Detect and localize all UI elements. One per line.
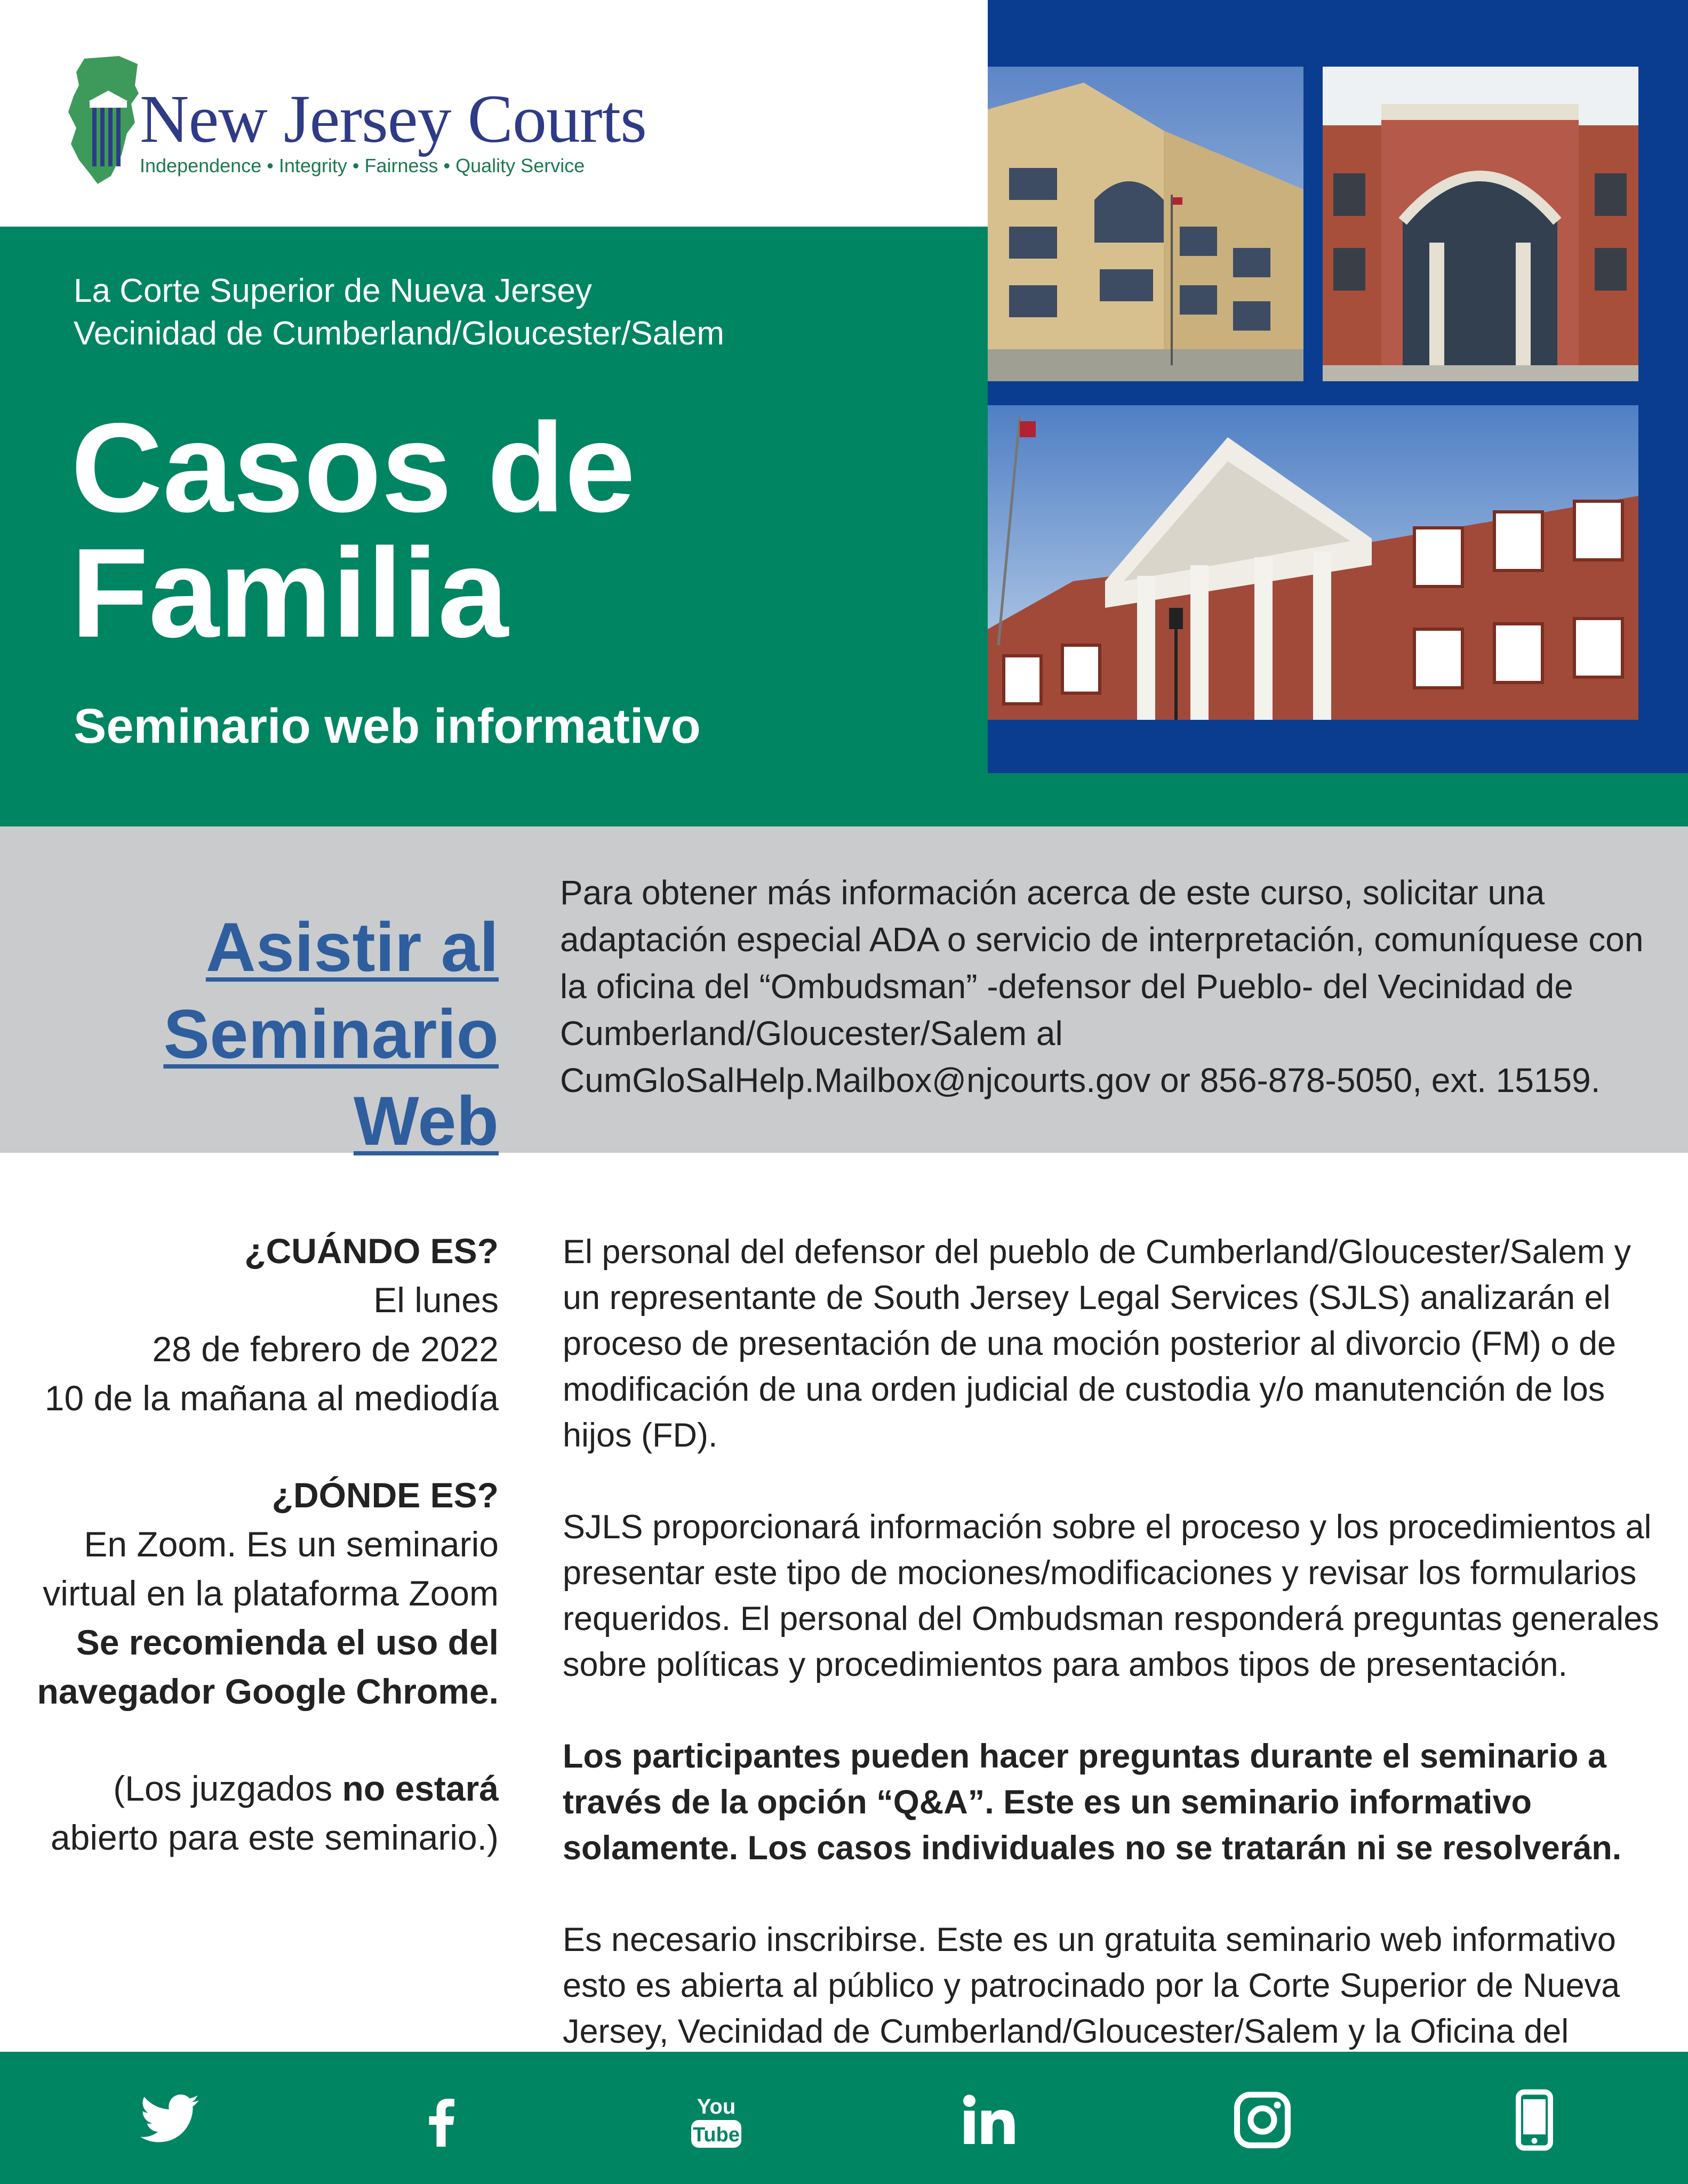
description — [563, 1229, 1667, 2146]
logo-title: New Jersey Courts — [140, 81, 646, 157]
page-title — [71, 397, 951, 664]
closure-note: (Los juzgados no estará — [113, 1769, 499, 1808]
youtube-icon[interactable] — [682, 2088, 751, 2152]
logo-area — [0, 0, 988, 227]
description-paragraph-2: SJLS proporcionará información sobre el proceso y los procedimientos al presentar este tipo de mociones/modificaciones y revisar los formularios requeridos. El personal del Ombudsman responderá preguntas generales sobre políticas y procedimientos para ambos tipos de presentación. — [563, 1508, 1659, 1683]
courthouse-photo-1 — [988, 67, 1303, 381]
twitter-icon[interactable] — [135, 2088, 204, 2152]
registration-notice: Es necesario inscribirse. Este es un gratuita seminario web informativo esto es abierta al público y patrocinado por la Corte Superior de Nueva Jersey, Vecinidad de Cumberland/Gloucester/Salem y la Oficina del — [563, 1921, 1620, 2050]
when-label: ¿CUÁNDO ES? — [244, 1231, 499, 1271]
facebook-icon[interactable] — [407, 2088, 476, 2152]
nj-state-courthouse-logo — [68, 53, 140, 187]
description-paragraph-1: El personal del defensor del pueblo de Cumberland/Gloucester/Salem y un representante de South Jersey Legal Services (SJLS) analizarán el proceso de presentación de una moción posterior al divorcio (FM) o de modificación de una orden judicial de custodia y/o manutención de los hijos (FD). — [563, 1233, 1631, 1454]
linkedin-icon[interactable] — [955, 2088, 1024, 2152]
instagram-icon[interactable] — [1228, 2088, 1297, 2152]
event-details — [21, 1226, 499, 1862]
title-line-2: Familia — [71, 523, 509, 664]
browser-recommendation-2: navegador Google Chrome. — [37, 1672, 499, 1711]
browser-recommendation-1: Se recomienda el uso del — [76, 1623, 499, 1662]
hero-tagline: Seminario web informativo — [74, 699, 701, 753]
court-name: La Corte Superior de Nueva Jersey — [74, 272, 592, 309]
title-line-1: Casos de — [71, 397, 636, 539]
social-footer — [0, 2052, 1688, 2184]
event-time: 10 de la mañana al mediodía — [44, 1378, 499, 1418]
vicinage-name: Vecinidad de Cumberland/Gloucester/Salem — [74, 315, 725, 352]
where-line-2: virtual en la plataforma Zoom — [43, 1573, 499, 1613]
contact-info: Para obtener más información acerca de este curso, solicitar una adaptación especial ADA o servicio de interpretación, comuníquese con la oficina del “Ombudsman” -defensor del Pueblo- del Vecinidad de Cumberland/Gloucester/Salem al CumGloSalHelp.Mailbox@njcourts.gov or 856-878-5050, ext. 15159. — [560, 873, 1644, 1099]
attend-link-line-1[interactable]: Asistir al — [205, 908, 499, 986]
courthouse-photo-3 — [988, 405, 1638, 720]
svg-text:You: You — [697, 2095, 736, 2118]
event-day: El lunes — [373, 1280, 499, 1320]
attend-link-line-2[interactable]: Seminario Web — [163, 995, 499, 1160]
svg-text:Tube: Tube — [693, 2124, 740, 2146]
event-date: 28 de febrero de 2022 — [152, 1329, 499, 1369]
courthouse-photo-2 — [1323, 67, 1638, 381]
mobile-phone-icon[interactable] — [1500, 2088, 1569, 2152]
attend-webinar-link[interactable] — [32, 904, 499, 1165]
closure-note-line-2: abierto para este seminario.) — [50, 1818, 499, 1857]
where-line-1: En Zoom. Es un seminario — [84, 1524, 499, 1564]
qa-notice: Los participantes pueden hacer preguntas durante el seminario a través de la opción “Q&A”. Este es un seminario informativo solamente. Los casos individuales no se tratarán ni se resolverán. — [563, 1738, 1622, 1867]
logo-tagline: Independence • Integrity • Fairness • Quality Service — [140, 155, 585, 176]
where-label: ¿DÓNDE ES? — [271, 1475, 499, 1515]
